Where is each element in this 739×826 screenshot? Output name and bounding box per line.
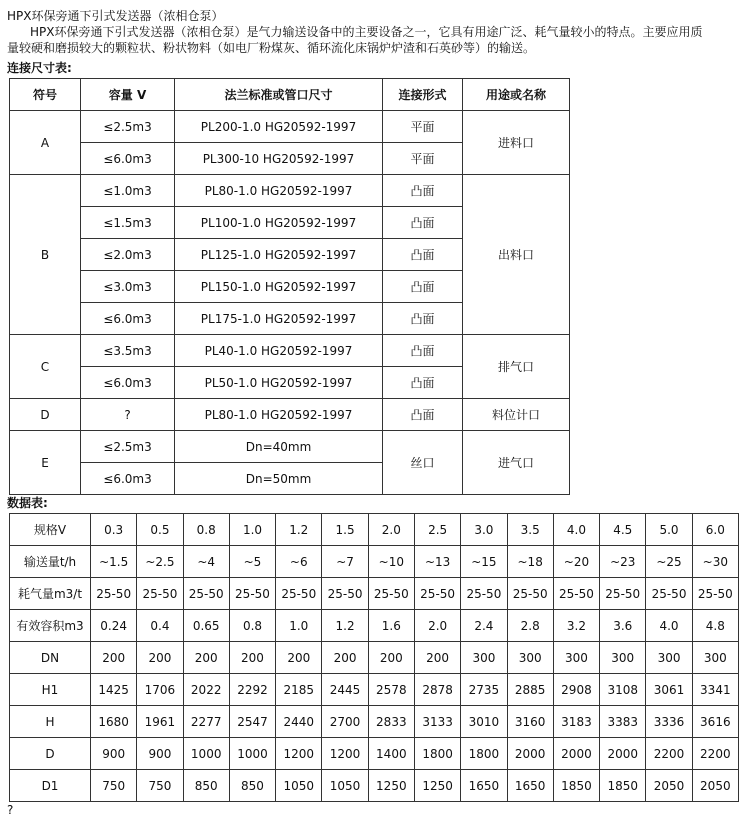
value-cell: 2878 <box>414 674 460 706</box>
table-row <box>10 706 739 738</box>
value-cell: 1800 <box>414 738 460 770</box>
table-row <box>10 111 570 143</box>
value-cell: 2000 <box>600 738 646 770</box>
value-cell: 1050 <box>276 770 322 802</box>
value-cell: 25-50 <box>137 578 183 610</box>
value-cell: 25-50 <box>461 578 507 610</box>
flange-cell: PL200-1.0 HG20592-1997 <box>175 111 383 143</box>
value-cell: 1650 <box>461 770 507 802</box>
value-cell: 2000 <box>507 738 553 770</box>
capacity-cell: ≤3.5m3 <box>81 335 175 367</box>
row-label-cell: D <box>10 738 91 770</box>
value-cell: 4.0 <box>553 514 599 546</box>
value-cell: ~4 <box>183 546 229 578</box>
value-cell: 4.0 <box>646 610 692 642</box>
value-cell: 300 <box>600 642 646 674</box>
connection-header-row <box>10 79 570 111</box>
value-cell: 1200 <box>322 738 368 770</box>
value-cell: ~25 <box>646 546 692 578</box>
value-cell: 1.5 <box>322 514 368 546</box>
value-cell: ~20 <box>553 546 599 578</box>
value-cell: 3616 <box>692 706 738 738</box>
value-cell: 3341 <box>692 674 738 706</box>
flange-cell: PL40-1.0 HG20592-1997 <box>175 335 383 367</box>
flange-cell: PL80-1.0 HG20592-1997 <box>175 175 383 207</box>
capacity-cell: ≤6.0m3 <box>81 367 175 399</box>
value-cell: 1425 <box>91 674 137 706</box>
value-cell: 850 <box>229 770 275 802</box>
value-cell: 3061 <box>646 674 692 706</box>
connection-type-cell: 凸面 <box>383 399 463 431</box>
value-cell: 3383 <box>600 706 646 738</box>
value-cell: 3.6 <box>600 610 646 642</box>
value-cell: 3.5 <box>507 514 553 546</box>
connection-type-cell: 凸面 <box>383 335 463 367</box>
value-cell: 3.2 <box>553 610 599 642</box>
data-table-label: 数据表: <box>7 496 48 510</box>
value-cell: 0.65 <box>183 610 229 642</box>
table-row <box>10 674 739 706</box>
value-cell: ~30 <box>692 546 738 578</box>
value-cell: ~7 <box>322 546 368 578</box>
value-cell: ~10 <box>368 546 414 578</box>
value-cell: 200 <box>229 642 275 674</box>
value-cell: 1650 <box>507 770 553 802</box>
value-cell: 2200 <box>646 738 692 770</box>
value-cell: 200 <box>183 642 229 674</box>
row-label-cell: H1 <box>10 674 91 706</box>
value-cell: 1250 <box>414 770 460 802</box>
capacity-cell: ≤6.0m3 <box>81 303 175 335</box>
value-cell: 25-50 <box>692 578 738 610</box>
data-table-viewport <box>9 513 733 803</box>
row-label-cell: 规格V <box>10 514 91 546</box>
value-cell: 2547 <box>229 706 275 738</box>
flange-cell: PL50-1.0 HG20592-1997 <box>175 367 383 399</box>
capacity-cell: ≤2.5m3 <box>81 111 175 143</box>
value-cell: 0.8 <box>183 514 229 546</box>
value-cell: 2.0 <box>414 610 460 642</box>
footer-mark: ? <box>7 803 14 817</box>
usage-cell: 排气口 <box>463 335 570 399</box>
capacity-cell: ≤6.0m3 <box>81 143 175 175</box>
value-cell: ~1.5 <box>91 546 137 578</box>
usage-cell: 出料口 <box>463 175 570 335</box>
connection-type-cell: 平面 <box>383 111 463 143</box>
connection-type-cell: 凸面 <box>383 175 463 207</box>
value-cell: 1680 <box>91 706 137 738</box>
value-cell: 1.0 <box>229 514 275 546</box>
value-cell: 1850 <box>600 770 646 802</box>
value-cell: ~5 <box>229 546 275 578</box>
value-cell: 2022 <box>183 674 229 706</box>
flange-cell: PL125-1.0 HG20592-1997 <box>175 239 383 271</box>
value-cell: 1850 <box>553 770 599 802</box>
value-cell: 1200 <box>276 738 322 770</box>
value-cell: 2445 <box>322 674 368 706</box>
value-cell: 3108 <box>600 674 646 706</box>
value-cell: 3336 <box>646 706 692 738</box>
value-cell: 200 <box>91 642 137 674</box>
value-cell: 2700 <box>322 706 368 738</box>
header-capacity: 容量 V <box>81 79 175 111</box>
header-flange-standard: 法兰标准或管口尺寸 <box>175 79 383 111</box>
table-row <box>10 514 739 546</box>
symbol-cell: C <box>10 335 81 399</box>
value-cell: 25-50 <box>276 578 322 610</box>
value-cell: 300 <box>507 642 553 674</box>
value-cell: 0.8 <box>229 610 275 642</box>
row-label-cell: D1 <box>10 770 91 802</box>
value-cell: 1000 <box>183 738 229 770</box>
flange-cell: PL80-1.0 HG20592-1997 <box>175 399 383 431</box>
table-row <box>10 738 739 770</box>
row-label-cell: DN <box>10 642 91 674</box>
value-cell: 25-50 <box>322 578 368 610</box>
table-row <box>10 175 570 207</box>
connection-type-cell: 凸面 <box>383 303 463 335</box>
value-cell: 200 <box>414 642 460 674</box>
usage-cell: 进料口 <box>463 111 570 175</box>
value-cell: 1.2 <box>276 514 322 546</box>
doc-description: HPX环保旁通下引式发送器（浓相仓泵）是气力输送设备中的主要设备之一，它具有用途广泛、耗气量较小的特点。主要应用质量较硬和磨损较大的颗粒状、粉状物料（如电厂粉煤灰、循环流化床锅炉炉渣和石英砂等）的输送。 <box>7 25 703 55</box>
value-cell: 2200 <box>692 738 738 770</box>
value-cell: 900 <box>91 738 137 770</box>
value-cell: 3133 <box>414 706 460 738</box>
capacity-cell: ≤6.0m3 <box>81 463 175 495</box>
value-cell: 4.8 <box>692 610 738 642</box>
value-cell: 2277 <box>183 706 229 738</box>
row-label-cell: 有效容积m3 <box>10 610 91 642</box>
usage-cell: 料位计口 <box>463 399 570 431</box>
connection-type-cell: 平面 <box>383 143 463 175</box>
symbol-cell: D <box>10 399 81 431</box>
value-cell: 0.5 <box>137 514 183 546</box>
table-row <box>10 610 739 642</box>
value-cell: 750 <box>91 770 137 802</box>
value-cell: 850 <box>183 770 229 802</box>
row-label-cell: 输送量t/h <box>10 546 91 578</box>
table-row <box>10 578 739 610</box>
value-cell: 300 <box>553 642 599 674</box>
flange-cell: Dn=40mm <box>175 431 383 463</box>
symbol-cell: B <box>10 175 81 335</box>
value-cell: 750 <box>137 770 183 802</box>
connection-type-cell: 凸面 <box>383 367 463 399</box>
value-cell: 300 <box>461 642 507 674</box>
row-label-cell: H <box>10 706 91 738</box>
value-cell: 2.8 <box>507 610 553 642</box>
value-cell: ~6 <box>276 546 322 578</box>
connection-type-cell: 凸面 <box>383 239 463 271</box>
value-cell: 0.24 <box>91 610 137 642</box>
value-cell: 2.5 <box>414 514 460 546</box>
value-cell: 300 <box>692 642 738 674</box>
capacity-cell: ≤1.5m3 <box>81 207 175 239</box>
value-cell: 2050 <box>646 770 692 802</box>
value-cell: 25-50 <box>91 578 137 610</box>
value-cell: 3010 <box>461 706 507 738</box>
value-cell: 25-50 <box>553 578 599 610</box>
value-cell: 1.6 <box>368 610 414 642</box>
connection-type-cell: 凸面 <box>383 207 463 239</box>
usage-cell: 进气口 <box>463 431 570 495</box>
value-cell: 2.0 <box>368 514 414 546</box>
value-cell: 2440 <box>276 706 322 738</box>
value-cell: 2185 <box>276 674 322 706</box>
value-cell: 25-50 <box>229 578 275 610</box>
flange-cell: Dn=50mm <box>175 463 383 495</box>
connection-size-table <box>9 78 570 495</box>
capacity-cell: ≤2.0m3 <box>81 239 175 271</box>
value-cell: 1706 <box>137 674 183 706</box>
value-cell: 1050 <box>322 770 368 802</box>
table-row <box>10 431 570 463</box>
value-cell: 25-50 <box>600 578 646 610</box>
value-cell: 200 <box>368 642 414 674</box>
symbol-cell: A <box>10 111 81 175</box>
value-cell: 2292 <box>229 674 275 706</box>
connection-type-cell: 丝口 <box>383 431 463 495</box>
header-symbol: 符号 <box>10 79 81 111</box>
value-cell: 25-50 <box>368 578 414 610</box>
value-cell: 4.5 <box>600 514 646 546</box>
value-cell: 25-50 <box>507 578 553 610</box>
value-cell: 1250 <box>368 770 414 802</box>
value-cell: ~2.5 <box>137 546 183 578</box>
flange-cell: PL300-10 HG20592-1997 <box>175 143 383 175</box>
flange-cell: PL100-1.0 HG20592-1997 <box>175 207 383 239</box>
table-row <box>10 399 570 431</box>
table-row <box>10 546 739 578</box>
connection-type-cell: 凸面 <box>383 271 463 303</box>
value-cell: ~13 <box>414 546 460 578</box>
value-cell: 1400 <box>368 738 414 770</box>
value-cell: 200 <box>322 642 368 674</box>
value-cell: 2.4 <box>461 610 507 642</box>
table-row <box>10 642 739 674</box>
row-label-cell: 耗气量m3/t <box>10 578 91 610</box>
capacity-cell: ≤1.0m3 <box>81 175 175 207</box>
value-cell: 2050 <box>692 770 738 802</box>
value-cell: 0.4 <box>137 610 183 642</box>
value-cell: 2000 <box>553 738 599 770</box>
value-cell: 2833 <box>368 706 414 738</box>
value-cell: ~18 <box>507 546 553 578</box>
capacity-cell: ≤3.0m3 <box>81 271 175 303</box>
value-cell: 5.0 <box>646 514 692 546</box>
header-connection-type: 连接形式 <box>383 79 463 111</box>
value-cell: 1.0 <box>276 610 322 642</box>
value-cell: 900 <box>137 738 183 770</box>
value-cell: 200 <box>276 642 322 674</box>
doc-title: HPX环保旁通下引式发送器（浓相仓泵） <box>7 9 224 23</box>
value-cell: 2908 <box>553 674 599 706</box>
value-cell: 2578 <box>368 674 414 706</box>
value-cell: 1000 <box>229 738 275 770</box>
header-usage: 用途或名称 <box>463 79 570 111</box>
connection-table-label: 连接尺寸表: <box>7 61 72 75</box>
value-cell: 3.0 <box>461 514 507 546</box>
value-cell: ~15 <box>461 546 507 578</box>
value-cell: 1.2 <box>322 610 368 642</box>
value-cell: 1800 <box>461 738 507 770</box>
value-cell: 200 <box>137 642 183 674</box>
value-cell: 25-50 <box>414 578 460 610</box>
capacity-cell: ? <box>81 399 175 431</box>
value-cell: 25-50 <box>183 578 229 610</box>
value-cell: 25-50 <box>646 578 692 610</box>
capacity-cell: ≤2.5m3 <box>81 431 175 463</box>
symbol-cell: E <box>10 431 81 495</box>
value-cell: 300 <box>646 642 692 674</box>
value-cell: 2735 <box>461 674 507 706</box>
value-cell: 6.0 <box>692 514 738 546</box>
value-cell: 2885 <box>507 674 553 706</box>
value-cell: 0.3 <box>91 514 137 546</box>
table-row <box>10 770 739 802</box>
flange-cell: PL150-1.0 HG20592-1997 <box>175 271 383 303</box>
value-cell: 3160 <box>507 706 553 738</box>
value-cell: 3183 <box>553 706 599 738</box>
intro-block <box>7 8 707 56</box>
flange-cell: PL175-1.0 HG20592-1997 <box>175 303 383 335</box>
value-cell: ~23 <box>600 546 646 578</box>
specification-data-table <box>9 513 739 802</box>
table-row <box>10 335 570 367</box>
value-cell: 1961 <box>137 706 183 738</box>
